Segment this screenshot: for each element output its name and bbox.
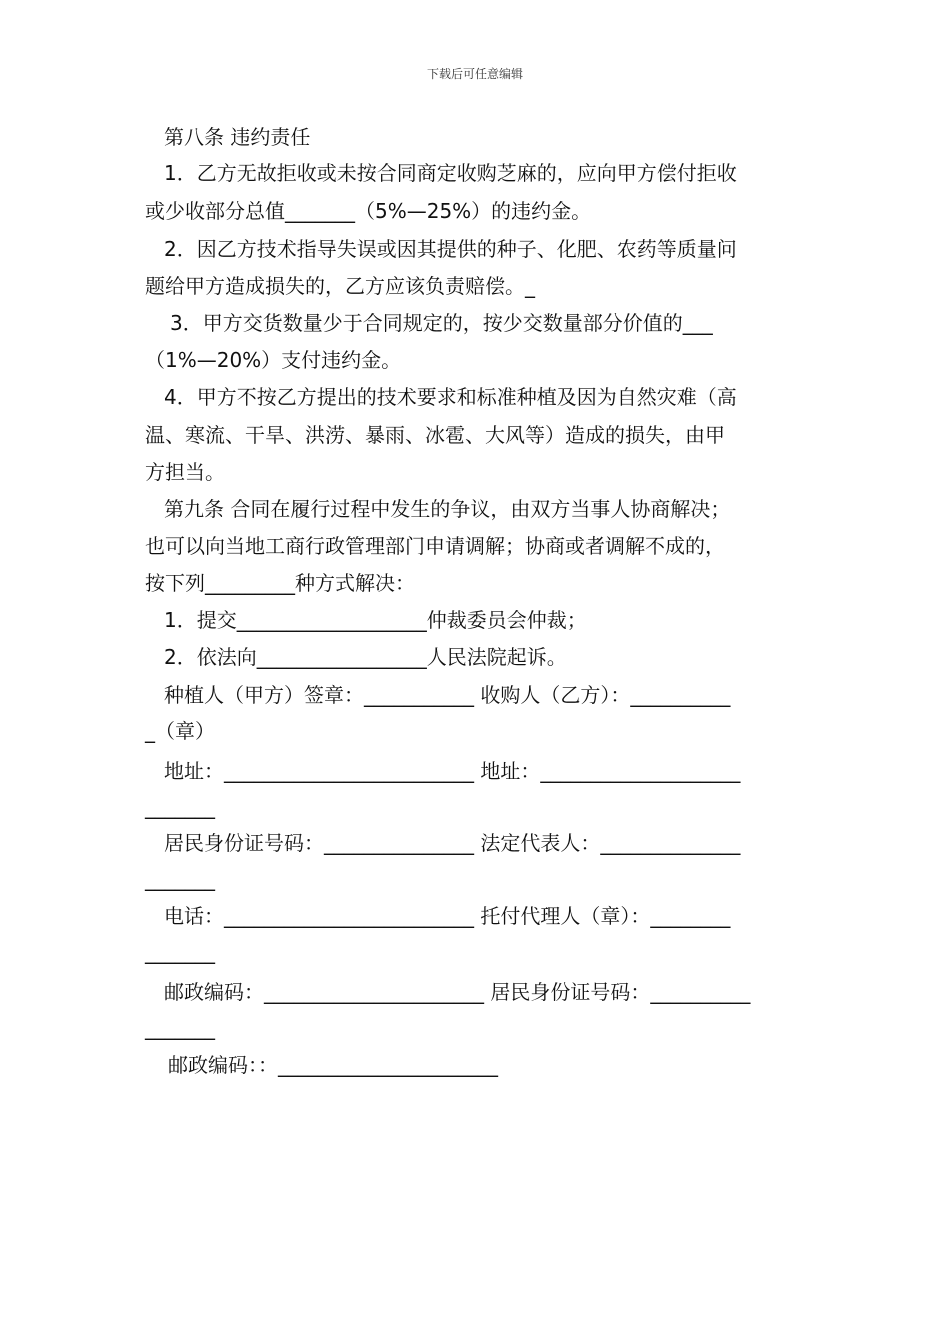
article-9-line-2: 也可以向当地工商行政管理部门申请调解；协商或者调解不成的， — [145, 534, 725, 558]
article-8-title: 第八条 违约责任 — [164, 125, 311, 149]
phone-row-cont: _______ — [145, 940, 215, 964]
article-8-clause-4-line-1: 4．甲方不按乙方提出的技术要求和标准种植及因为自然灾难（高 — [164, 385, 737, 409]
id-number-row-cont: _______ — [145, 867, 215, 891]
postcode-row-cont: _______ — [145, 1016, 215, 1040]
article-9-line-1: 第九条 合同在履行过程中发生的争议，由双方当事人协商解决； — [164, 497, 731, 521]
postcode-row: 邮政编码：______________________ 居民身份证号码：__________ — [164, 980, 751, 1004]
signature-row: 种植人（甲方）签章：___________ 收购人（乙方）：__________ — [164, 683, 731, 707]
article-8-clause-2-line-2: 题给甲方造成损失的，乙方应该负责赔偿。_ — [145, 274, 535, 298]
article-8-clause-1-line-1: 1．乙方无故拒收或未按合同商定收购芝麻的，应向甲方偿付拒收 — [164, 161, 737, 185]
address-row: 地址：_________________________ 地址：____________________ — [164, 759, 741, 783]
signature-row-cont: _（章） — [145, 719, 215, 743]
page-header: 下载后可任意编辑 — [426, 67, 523, 81]
article-8-clause-2-line-1: 2．因乙方技术指导失误或因其提供的种子、化肥、农药等质量问 — [164, 237, 737, 261]
article-8-clause-3-line-1: 3．甲方交货数量少于合同规定的，按少交数量部分价值的___ — [170, 311, 713, 335]
article-9-option-1: 1．提交___________________仲裁委员会仲裁； — [164, 608, 587, 632]
id-number-row: 居民身份证号码：_______________ 法定代表人：______________ — [164, 831, 741, 855]
address-row-cont: _______ — [145, 795, 215, 819]
postcode-row-2: 邮政编码：：______________________ — [168, 1053, 498, 1077]
article-9-line-3: 按下列_________种方式解决： — [145, 571, 415, 595]
article-9-option-2: 2．依法向_________________人民法院起诉。 — [164, 645, 567, 669]
article-8-clause-4-line-2: 温、寒流、干旱、洪涝、暴雨、冰雹、大风等）造成的损失，由甲 — [145, 423, 725, 447]
phone-row: 电话：_________________________ 托付代理人（章）：________ — [164, 904, 731, 928]
article-8-clause-4-line-3: 方担当。 — [145, 460, 225, 484]
article-8-clause-3-line-2: （1%—20%）支付违约金。 — [145, 348, 402, 372]
article-8-clause-1-line-2: 或少收部分总值_______（5%—25%）的违约金。 — [145, 199, 592, 223]
